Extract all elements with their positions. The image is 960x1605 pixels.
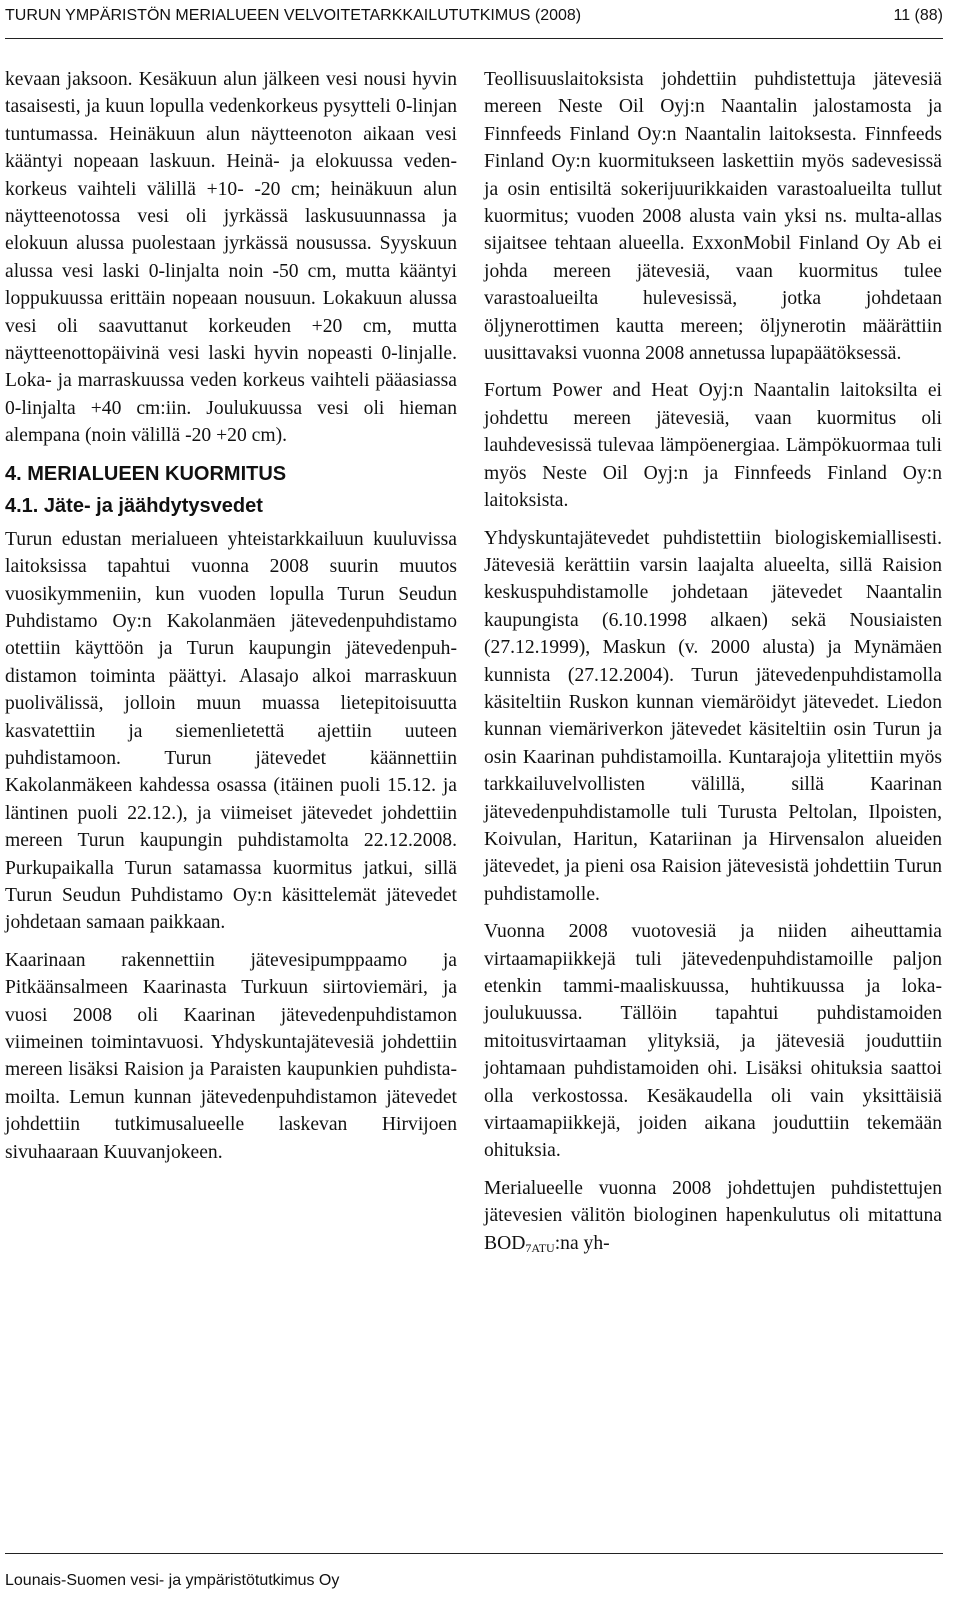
page-header [5,3,943,29]
footer-divider [5,1553,943,1554]
paragraph-fortum: Fortum Power and Heat Oyj:n Naantalin laitoksilta ei johdettu mereen jätevesiä, vaan kuormitus oli lauhdevesissä tulevaa lämpöenergiaa. Lämpökuormaa tuli myös Neste Oil Oyj:n ja Finnfeeds Finland Oy:n laitoksista. [484,380,942,512]
header-divider [5,38,943,39]
subsection-heading: 4.1. Jäte- ja jäähdytysvedet [5,494,263,517]
right-column [484,66,942,1257]
paragraph-treatment-plants: Turun edustan merialueen yhteistarkkailuun kuuluvissa laitoksissa tapahtui vuonna 2008 suurin muutos vuosikymmeniin, kun vuoden lopulla Turun Seudun Puhdistamo Oy:n Kakolanmäen jätevedenpuhdistamo otettiin käyttöön ja Turun kaupungin jätevedenpuhdistamon toiminta päättyi. Alasajo alkoi marraskuun puolivälissä, jolloin muun muassa lietepitoisuutta kasvatettiin ja siemenlietettä ajettiin uuteen puhdistamoon. Turun jätevedet käännettiin Kakolanmäkeen kahdessa osassa (itäinen puoli 15.12. ja läntinen puoli 22.12.), ja viimeiset jätevedet johdettiin mereen Turun kaupungin puhdistamolta 22.12.2008. Purkupaikalla Turun satamassa kuormitus jatkui, sillä Turun Seudun Puhdistamo Oy:n käsittelemät jätevedet johdetaan samaan paikkaan. [5,528,457,934]
report-title: TURUN YMPÄRISTÖN MERIALUEEN VELVOITETARKKAILUTUTKIMUS (2008) [5,7,582,24]
paragraph-water-level: kevaan jaksoon. Kesäkuun alun jälkeen vesi nousi hyvin tasaisesti, ja kuun lopulla vedenkorkeus pysytteli 0-linjan tuntumassa. Heinäkuun alun näytteenoton aikaan vesi kääntyi nopeaan laskuun. Heinä- ja elokuussa vedenkorkeus vaihteli välillä +10- -20 cm; heinäkuun alun näytteenotossa vesi oli jyrkässä laskusuunnassa ja elokuun alussa puolestaan jyrkässä nousussa. Syyskuun alussa vesi laski 0-linjalta noin -50 cm, mutta kääntyi loppukuussa erittäin nopeaan nousuun. Lokakuun alussa vesi oli saavuttanut korkeuden +20 cm, mutta näytteenottopäivinä vesi laski hyvin nopeasti 0-linjalle. Loka- ja marraskuussa veden korkeus vaihteli pääasiassa 0-linjalta +40 cm:iin. Joulukuussa vesi oli hieman alempana (noin välillä -20 +20 cm). [5,69,457,447]
bod-subscript: 7ATU [525,1240,555,1255]
section-heading: 4. MERIALUEEN KUORMITUS [5,462,287,485]
paragraph-kaarina: Kaarinaan rakennettiin jätevesipumppaamo ja Pitkäänsalmeen Kaarinasta Turkuun siirtoviemäri, ja vuosi 2008 oli Kaarinan jätevedenpuhdistamon viimeinen toimintavuosi. Yhdyskuntajätevesiä johdettiin mereen lisäksi Raision ja Paraisten kaupunkien puhdistamoilta. Lemun kunnan jätevedenpuhdistamon jätevedet johdettiin tutkimusalueelle laskevan Hirvijoen sivuhaaraan Kuuvanjokeen. [5,949,457,1163]
left-column [5,66,457,1166]
paragraph-municipal: Yhdyskuntajätevedet puhdistettiin biologiskemiallisesti. Jätevesiä kerättiin varsin laajalta alueelta, sillä Raision keskuspuhdistamolle johdetaan jätevedet Naantalin kaupungista (6.10.1998 alkaen) sekä Nousiaisten (27.12.1999), Maskun (v. 2000 alusta) ja Mynämäen kunnista (27.12.2004). Turun jätevedenpuhdistamolla käsiteltiin Ruskon kunnan viemäröidyt jätevedet. Liedon kunnan viemäriverkon jätevedet käsiteltiin osin Turun ja osin Kaarinan puhdistamoilla. Kuntarajoja ylitettiin myös tarkkailuvelvollisten välillä, sillä Kaarinan jätevedenpuhdistamolle tuli Turusta Peltolan, Ilpoisten, Koivulan, Haritun, Katariinan ja Hirvensalon alueiden jätevedet, ja pieni osa Raision jätevesistä johdettiin Turun puhdistamolle. [484,527,942,905]
bod-tail: :na yh- [554,1232,610,1254]
paragraph-industry: Teollisuuslaitoksista johdettiin puhdistettuja jätevesiä mereen Neste Oil Oyj:n Naantalin jalostamosta ja Finnfeeds Finland Oy:n Naantalin laitoksesta. Finnfeeds Finland Oy:n kuormitukseen laskettiin myös sadevesissä ja osin entisiltä sokerijuurikkaiden varastoalueilta tullut kuormitus; vuoden 2008 alusta vain yksi ns. multa-allas sijaitsee tehtaan alueella. ExxonMobil Finland Oy Ab ei johda mereen jätevesiä, vaan kuormitus tulee varastoalueilta hulevesissä, jotka johdetaan öljynerottimen kautta mereen; öljynerotin määrättiin uusittavaksi vuonna 2008 annetussa lupapäätöksessä. [484,69,942,365]
bod-text: Merialueelle vuonna 2008 johdettujen puhdistettujen jätevesien välitön biologinen hapenkulutus oli mitattuna BOD [484,1177,942,1254]
paragraph-leakage: Vuonna 2008 vuotovesiä ja niiden aiheuttamia virtaamapiikkejä tuli jätevedenpuhdistamoille paljon etenkin tammi-maaliskuussa, huhtikuussa ja loka-joulukuussa. Tällöin tapahtui puhdistamoiden mitoitusvirtaaman ylityksiä, ja jätevesiä jouduttiin johtamaan puhdistamoiden ohi. Lisäksi ohituksia saattoi olla verkostossa. Kesäkaudella oli vain yksittäisiä virtaamapiikkejä, joiden aikana jouduttiin tekemään ohituksia. [484,921,942,1162]
footer-text: Lounais-Suomen vesi- ja ympäristötutkimus Oy [5,1572,340,1589]
page-number: 11 (88) [893,7,943,24]
paragraph-bod [484,1175,942,1257]
